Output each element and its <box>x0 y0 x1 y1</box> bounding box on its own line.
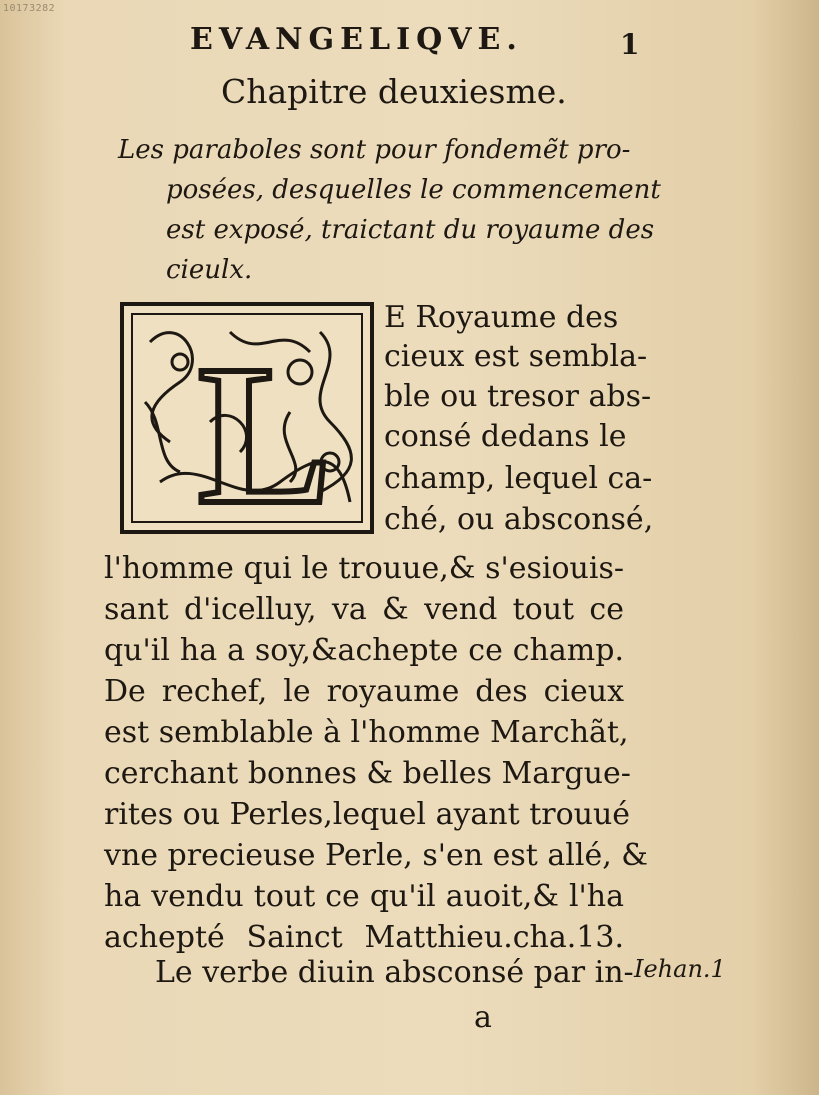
text-line: ble ou tresor abs- <box>384 379 652 414</box>
decorated-initial-l <box>120 302 374 534</box>
text-line: rites ou Perles,lequel ayant trouué <box>104 797 631 832</box>
text-line: cerchant bonnes & belles Margue- <box>104 756 631 791</box>
initial-letter: L <box>198 325 332 534</box>
chapter-summary <box>118 130 661 290</box>
text-line: consé dedans le <box>384 419 627 454</box>
text-line: qu'il ha a soy,&achepte ce champ. <box>104 633 624 668</box>
text-line: De rechef, le royaume des cieux <box>104 674 624 709</box>
text-line: sant d'icelluy, va & vend tout ce <box>104 592 624 627</box>
summary-line: posées, desquelles le commencement <box>166 175 661 205</box>
text-line: ché, ou absconsé, <box>384 502 654 537</box>
text-line: l'homme qui le trouue,& s'esiouis- <box>104 551 624 586</box>
text-line: ha vendu tout ce qu'il auoit,& l'ha <box>104 879 624 914</box>
text-line: champ, lequel ca- <box>384 461 653 496</box>
summary-line: Les paraboles sont pour fondemẽt pro- <box>118 135 631 165</box>
text-line: est semblable à l'homme Marchãt, <box>104 715 629 750</box>
summary-line: est exposé, traictant du royaume des <box>166 215 655 245</box>
text-line: cieux est sembla- <box>384 339 648 374</box>
running-head: EVANGELIQVE. <box>190 22 523 57</box>
text-line: vne precieuse Perle, s'en est allé, & <box>104 838 648 873</box>
chapter-title: Chapitre deuxiesme. <box>221 72 567 111</box>
margin-note: Iehan.1 <box>634 955 726 983</box>
signature-mark: a <box>474 1000 492 1035</box>
initial-woodcut-icon <box>120 302 374 534</box>
text-line: Le verbe diuin absconsé par in- <box>155 955 634 990</box>
text-line: achepté Sainct Matthieu.cha.13. <box>104 920 624 955</box>
text-line: E Royaume des <box>384 300 619 335</box>
folio-number: 1 <box>620 28 640 61</box>
catalog-stamp: 10173282 <box>3 3 56 14</box>
body-text <box>104 548 648 958</box>
summary-line: cieulx. <box>166 255 253 285</box>
